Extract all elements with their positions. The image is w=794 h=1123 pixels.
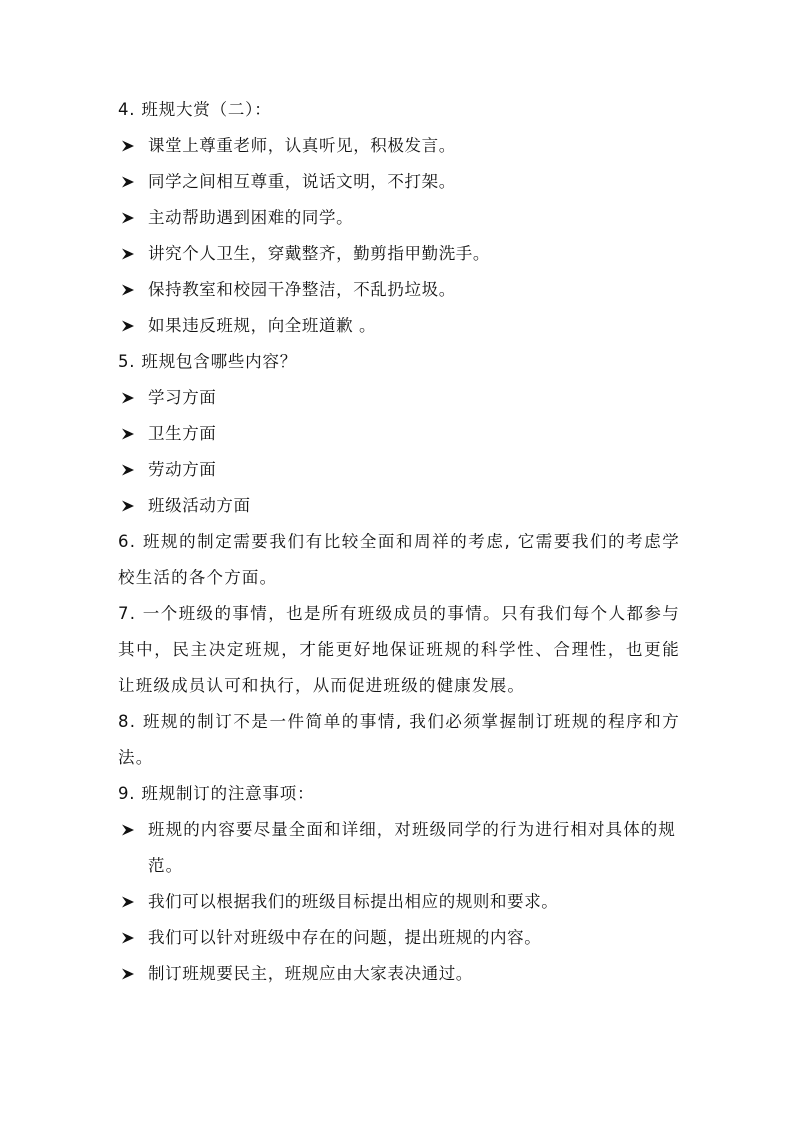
list-item-text: 班规的内容要尽量全面和详细，对班级同学的行为进行相对具体的规范。 <box>148 820 676 875</box>
list-item <box>118 380 680 416</box>
arrow-bullet-icon <box>118 272 148 308</box>
list-item <box>118 920 680 956</box>
arrow-bullet-icon <box>118 380 148 416</box>
section-6-paragraph: 6. 班规的制定需要我们有比较全面和周祥的考虑, 它需要我们的考虑学校生活的各个方面。 <box>118 532 680 587</box>
list-item-text: 劳动方面 <box>148 460 217 479</box>
list-item-text: 同学之间相互尊重，说话文明，不打架。 <box>148 172 456 191</box>
section-5-list <box>118 380 680 524</box>
list-item-text: 如果违反班规，向全班道歉 。 <box>148 316 377 335</box>
list-item-text: 讲究个人卫生，穿戴整齐，勤剪指甲勤洗手。 <box>148 244 490 263</box>
section-9-list <box>118 812 680 992</box>
section-4-list <box>118 128 680 344</box>
list-item-text: 制订班规要民主，班规应由大家表决通过。 <box>148 964 473 983</box>
section-4-heading: 4. 班规大赏（二）： <box>118 100 272 119</box>
arrow-bullet-icon <box>118 884 148 920</box>
list-item <box>118 884 680 920</box>
list-item <box>118 272 680 308</box>
arrow-bullet-icon <box>118 128 148 164</box>
list-item <box>118 200 680 236</box>
arrow-bullet-icon <box>118 452 148 488</box>
arrow-bullet-icon <box>118 200 148 236</box>
list-item-text: 课堂上尊重老师，认真听见，积极发言。 <box>148 136 456 155</box>
list-item <box>118 164 680 200</box>
section-7-paragraph: 7. 一个班级的事情，也是所有班级成员的事情。只有我们每个人都参与其中，民主决定班规，才能更好地保证班规的科学性、合理性，也更能让班级成员认可和执行，从而促进班级的健康发展。 <box>118 604 680 695</box>
section-5-heading: 5. 班规包含哪些内容？ <box>118 352 298 371</box>
list-item-text: 保持教室和校园干净整洁，不乱扔垃圾。 <box>148 280 456 299</box>
list-item-text: 我们可以根据我们的班级目标提出相应的规则和要求。 <box>148 892 559 911</box>
arrow-bullet-icon <box>118 488 148 524</box>
list-item <box>118 488 680 524</box>
arrow-bullet-icon <box>118 920 148 956</box>
list-item <box>118 956 680 992</box>
list-item-text: 班级活动方面 <box>148 496 251 515</box>
arrow-bullet-icon <box>118 956 148 992</box>
arrow-bullet-icon <box>118 236 148 272</box>
list-item <box>118 308 680 344</box>
arrow-bullet-icon <box>118 164 148 200</box>
list-item-text: 主动帮助遇到困难的同学。 <box>148 208 354 227</box>
section-9-heading: 9. 班规制订的注意事项： <box>118 784 315 803</box>
arrow-bullet-icon <box>118 812 148 848</box>
list-item <box>118 128 680 164</box>
document-body <box>118 92 680 992</box>
list-item-text: 我们可以针对班级中存在的问题，提出班规的内容。 <box>148 928 542 947</box>
list-item <box>118 236 680 272</box>
arrow-bullet-icon <box>118 416 148 452</box>
list-item <box>118 812 680 884</box>
arrow-bullet-icon <box>118 308 148 344</box>
list-item <box>118 452 680 488</box>
list-item-text: 学习方面 <box>148 388 217 407</box>
list-item <box>118 416 680 452</box>
section-8-paragraph: 8. 班规的制订不是一件简单的事情, 我们必须掌握制订班规的程序和方法。 <box>118 712 680 767</box>
list-item-text: 卫生方面 <box>148 424 217 443</box>
